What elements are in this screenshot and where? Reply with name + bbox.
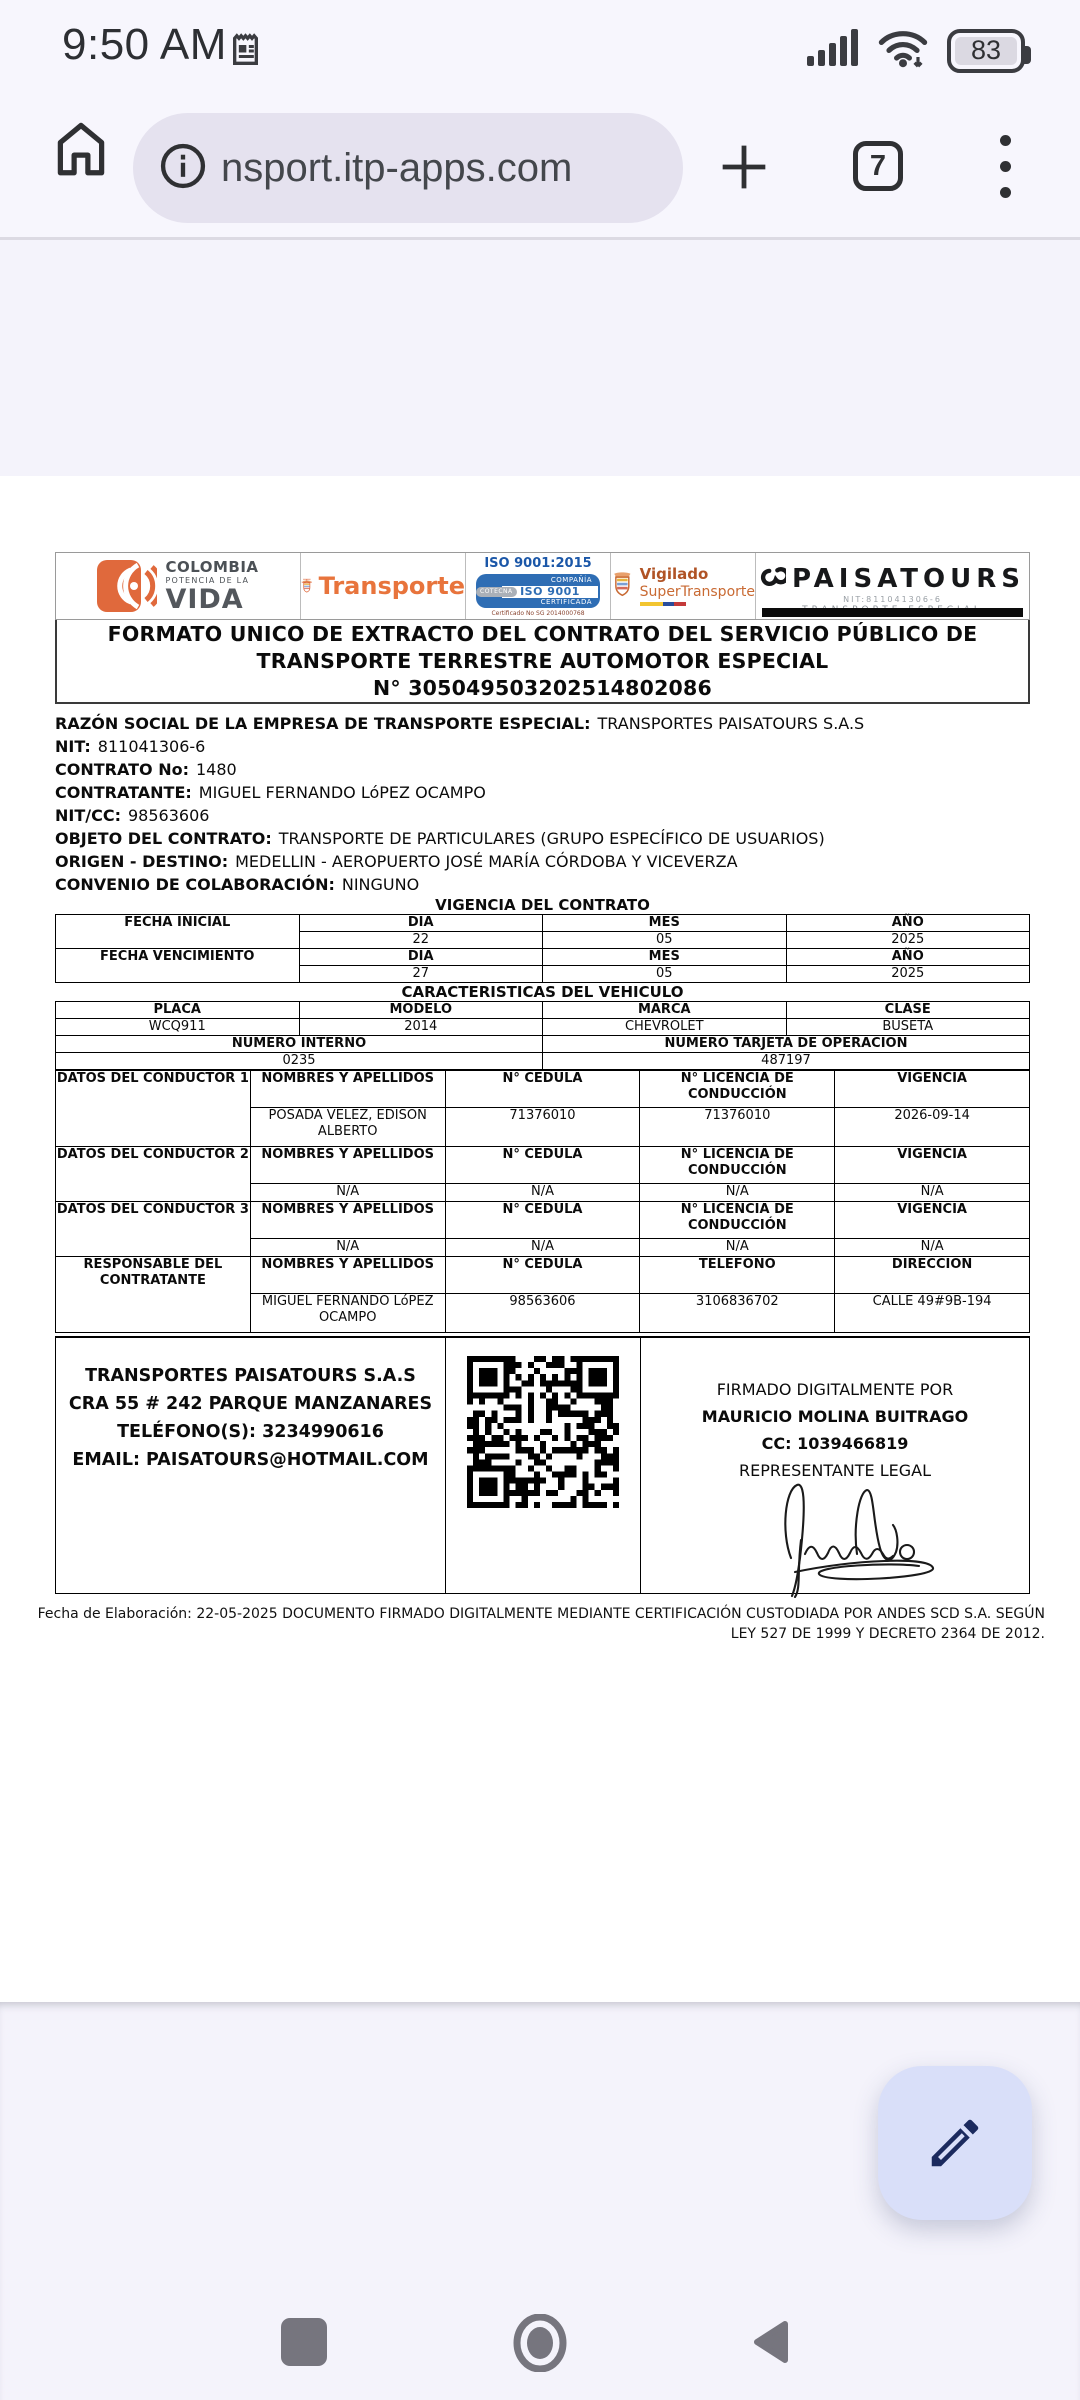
web-page (0, 476, 1080, 2002)
vigencia-table: FECHA INICIAL DIA MES AÑO 22 05 2025 FECHA VENCIMIENTO DIA MES AÑO 27 05 2025 (55, 914, 1030, 983)
info-line: CONTRATANTE: MIGUEL FERNANDO LóPEZ OCAMPO (55, 783, 486, 802)
signature-block (55, 1336, 1030, 1594)
new-tab-button[interactable] (712, 135, 776, 199)
pencil-icon (924, 2112, 986, 2174)
company-contact-box: TRANSPORTES PAISATOURS S.A.S CRA 55 # 242 PARQUE MANZANARES TELÉFONO(S): 3234990616 EMAIL: PAISATOURS@HOTMAIL.COM (56, 1338, 446, 1593)
info-line: NIT/CC: 98563606 (55, 806, 210, 825)
clock: 9:50 AM (62, 20, 227, 69)
vigilado-crest-icon (611, 567, 634, 605)
colombia-vida-icon (97, 558, 157, 614)
info-line: RAZÓN SOCIAL DE LA EMPRESA DE TRANSPORTE ESPECIAL: TRANSPORTES PAISATOURS S.A.S (55, 714, 865, 733)
signature-image (761, 1480, 1011, 1598)
qr-cell (446, 1338, 641, 1593)
android-nav-bar (0, 2300, 1080, 2400)
nav-home-button[interactable] (513, 2314, 567, 2372)
browser-menu-button[interactable] (998, 135, 1012, 201)
info-line: CONTRATO No: 1480 (55, 760, 237, 779)
page-top-margin (0, 240, 1080, 476)
logo-header-band (55, 552, 1030, 620)
contract-document (55, 552, 1030, 1594)
home-button[interactable] (48, 115, 114, 181)
notification-note-icon (228, 30, 268, 75)
paisatours-logo: PAISATOURS NIT:811041306-6 (756, 553, 1029, 619)
tab-count: 7 (869, 149, 887, 182)
info-line: ORIGEN - DESTINO: MEDELLIN - AEROPUERTO JOSÉ MARÍA CÓRDOBA Y VICEVERZA (55, 852, 738, 871)
paisatours-black-bar (762, 608, 1023, 617)
browser-toolbar (0, 85, 1080, 237)
conductores-table: DATOS DEL CONDUCTOR 1 NOMBRES Y APELLIDOS N° CEDULA N° LICENCIA DE CONDUCCIÓN VIGENCIA POSADA VELEZ, EDISON ALBERTO 71376010 71376010 2026-09-14 DATOS DEL CONDUCTOR 2 NOMBRES Y APELLIDOS N° CEDULA N° LICENCIA DE CONDUCCIÓN VIGENCIA N/A N/A N/A N/A DATOS DEL CONDUCTOR 3 NOMBRES Y APELLIDOS N° CEDULA N° LICENCIA DE CONDUCCIÓN VIGENCIA N/A N/A N/A N/A RESPONSABLE DEL CONTRATANTE NOMBRES Y APELLIDOS N° CEDULA TELEFONO DIRECCION MIGUEL FERNANDO LóPEZ OCAMPO 98563606 3106836702 CALLE 49#9B-194 (55, 1070, 1030, 1333)
recents-button[interactable] (281, 2318, 327, 2366)
url-text[interactable]: nsport.itp-apps.com (221, 145, 573, 190)
wifi-icon (877, 26, 929, 75)
info-line: OBJETO DEL CONTRATO: TRANSPORTE DE PARTICULARES (GRUPO ESPECÍFICO DE USUARIOS) (55, 829, 825, 848)
min-transporte-logo: Transporte (301, 553, 466, 619)
document-footer-note: Fecha de Elaboración: 22-05-2025 DOCUMENTO FIRMADO DIGITALMENTE MEDIANTE CERTIFICACIÓN CUSTODIADA POR ANDES SCD S.A. SEGÚN LEY 527 DE 1999 Y DECRETO 2364 DE 2012. (37, 1606, 1045, 1642)
coat-of-arms-icon (301, 564, 313, 608)
paisatours-knot-icon (760, 566, 786, 592)
info-line: NIT: 811041306-6 (55, 737, 206, 756)
colombia-vida-logo: COLOMBIA POTENCIA DE LA VIDA (56, 553, 301, 619)
digital-signature-box: FIRMADO DIGITALMENTE POR MAURICIO MOLINA BUITRAGO CC: 1039466819 REPRESENTANTE LEGAL (641, 1338, 1029, 1593)
iso-9001-badge: ISO 9001:2015 COMPAÑÍA ISO 9001 CERTIFICADA COTECNA Certificado No SG 2014000768 (466, 553, 611, 619)
tab-switcher-button[interactable] (853, 141, 903, 191)
colombia-flag-stripe (640, 602, 686, 606)
status-bar (0, 0, 1080, 85)
vigencia-heading: VIGENCIA DEL CONTRATO (435, 896, 650, 914)
contract-info-block (55, 712, 1030, 896)
url-bar[interactable] (133, 113, 683, 223)
signal-icon (807, 26, 859, 75)
battery-icon (947, 29, 1025, 73)
vehiculo-table: PLACA MODELO MARCA CLASE WCQ911 2014 CHEVROLET BUSETA NUMERO INTERNO NUMERO TARJETA DE OPERACION 0235 487197 (55, 1001, 1030, 1070)
battery-percent: 83 (955, 37, 1017, 65)
qr-code (467, 1356, 619, 1512)
page-info-icon[interactable] (157, 140, 209, 197)
vigilado-supertransporte-logo: Vigilado SuperTransporte (611, 553, 756, 619)
edit-fab-button[interactable] (878, 2066, 1032, 2220)
vehiculo-heading: CARACTERISTICAS DEL VEHICULO (401, 983, 684, 1001)
document-title: FORMATO UNICO DE EXTRACTO DEL CONTRATO DEL SERVICIO PÚBLICO DE TRANSPORTE TERRESTRE AUTOMOTOR ESPECIAL N° 305049503202514802086 (55, 620, 1030, 704)
info-line: CONVENIO DE COLABORACIÓN: NINGUNO (55, 875, 420, 894)
back-button[interactable] (748, 2318, 790, 2371)
